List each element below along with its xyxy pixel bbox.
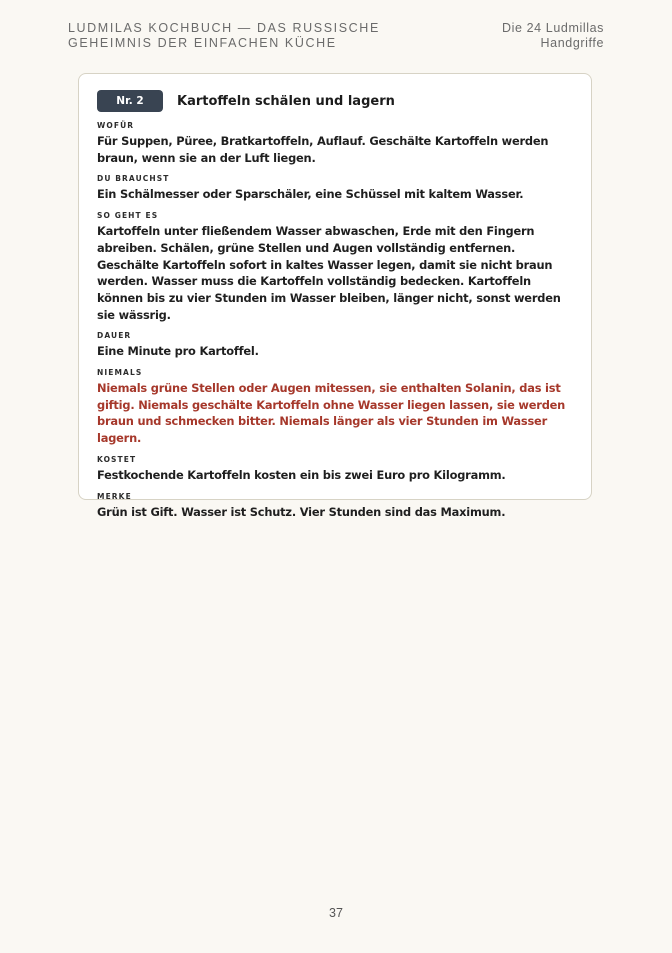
- section-text: Grün ist Gift. Wasser ist Schutz. Vier Stunden sind das Maximum.: [97, 504, 506, 519]
- section-text: Für Suppen, Püree, Bratkartoffeln, Auflauf. Geschälte Kartoffeln werden braun, wenn sie an der Luft liegen.: [97, 134, 549, 165]
- technique-card: [78, 73, 592, 519]
- page-number: 37: [329, 906, 343, 920]
- running-header: [68, 21, 604, 51]
- section-label: MERKE: [97, 491, 132, 501]
- card-header: [97, 90, 573, 112]
- section-kostet: [97, 455, 573, 484]
- chapter-title: Die 24 Ludmillas Handgriffe: [501, 21, 604, 50]
- section-merke: [97, 492, 573, 521]
- section-so-geht-es: [97, 211, 573, 323]
- technique-number-badge: Nr. 2: [97, 90, 163, 112]
- section-label: DAUER: [97, 331, 132, 341]
- technique-title: Kartoffeln schälen und lagern: [177, 93, 395, 109]
- section-label: KOSTET: [97, 454, 137, 464]
- section-text: Eine Minute pro Kartoffel.: [97, 344, 259, 359]
- section-label: SO GEHT ES: [97, 211, 159, 221]
- section-label: DU BRAUCHST: [97, 174, 170, 184]
- section-text: Ein Schälmesser oder Sparschäler, eine Schüssel mit kaltem Wasser.: [97, 187, 524, 202]
- section-dauer: [97, 331, 573, 360]
- section-text: Kartoffeln unter fließendem Wasser abwaschen, Erde mit den Fingern abreiben. Schälen, grüne Stellen und Augen vollständig entfernen. Geschälte Kartoffeln sofort in kaltes Wasser legen, damit sie nicht braun werden. Wasser muss die Kartoffeln vollständig bedecken. Kartoffeln können bis zu vier Stunden im Wasser bleiben, länger nicht, sonst werden sie wässrig.: [97, 224, 561, 322]
- warning-text: Niemals grüne Stellen oder Augen mitessen, sie enthalten Solanin, das ist giftig. Niemals geschälte Kartoffeln ohne Wasser liegen lassen, sie werden braun und schmecken bitter. Niemals länger als vier Stunden im Wasser lagern.: [97, 381, 566, 446]
- section-wofuer: [97, 121, 573, 166]
- section-du-brauchst: [97, 174, 573, 203]
- section-label: NIEMALS: [97, 368, 143, 378]
- section-niemals: [97, 368, 573, 447]
- book-title: LUDMILAS KOCHBUCH — DAS RUSSISCHE GEHEIMNIS DER EINFACHEN KÜCHE: [68, 21, 380, 50]
- section-text: Festkochende Kartoffeln kosten ein bis zwei Euro pro Kilogramm.: [97, 467, 506, 482]
- section-label: WOFÜR: [97, 121, 135, 130]
